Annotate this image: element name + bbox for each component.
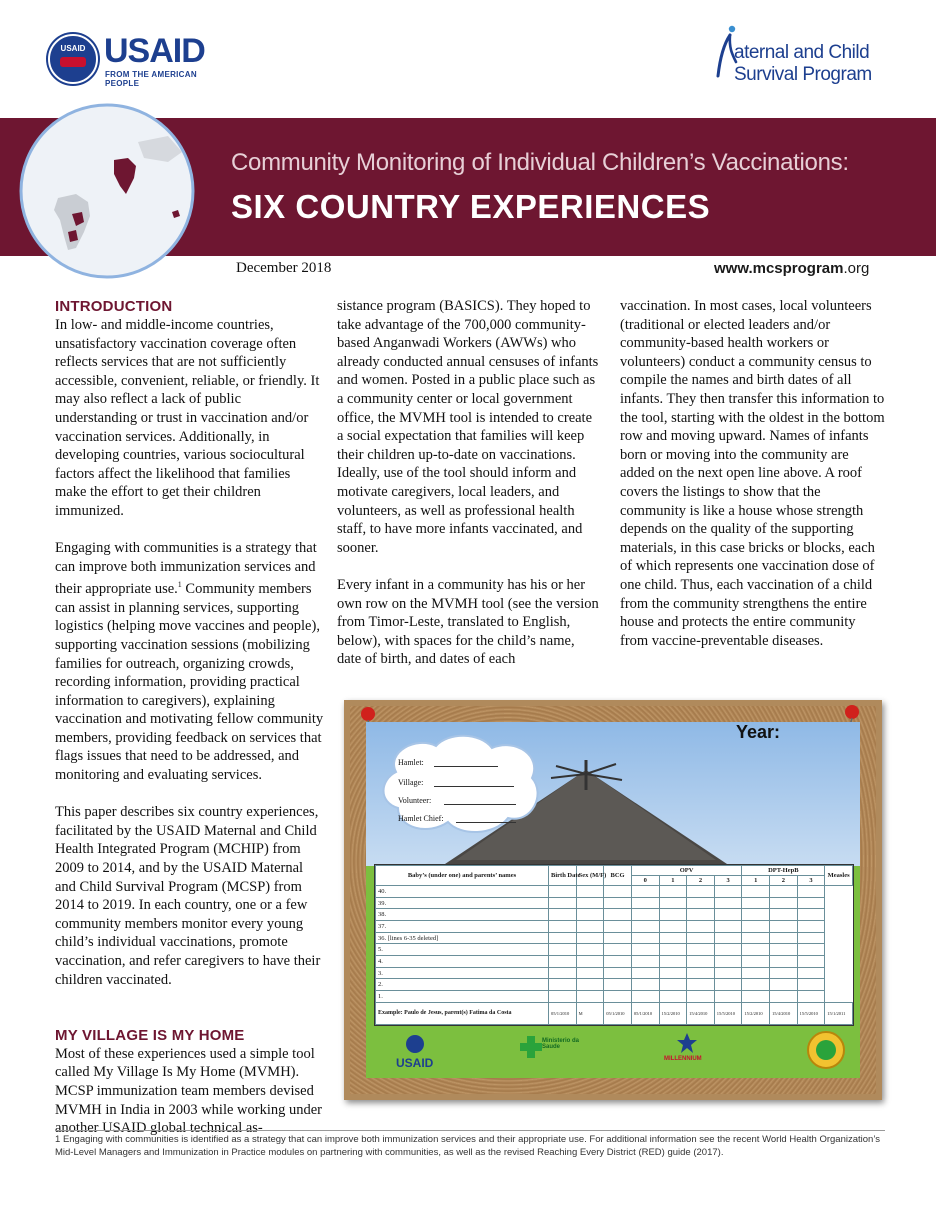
table-cell xyxy=(659,897,687,909)
website-tld: .org xyxy=(843,260,870,277)
star-icon xyxy=(676,1032,698,1054)
table-cell xyxy=(659,921,687,933)
row-label: 5. xyxy=(376,944,549,956)
table-cell xyxy=(797,991,825,1003)
table-cell xyxy=(576,897,604,909)
village-paragraph-1-part2: sistance program (BASICS). They hoped to take advantage of the 700,000 community-based Anganwadi Workers (AWWs) who already conducted annual censuses of infants and women. Posted in a public place such as a community center or local government office, the MVMH tool is intended to create a social expectation that families will keep their children up-to-date on vaccinations. Ideally, use of the tool should inform and motivate caregivers, local leaders, and volunteers, as well as professional health staff, to have more infants vaccinated, and sooner. xyxy=(337,298,599,556)
table-cell xyxy=(576,886,604,898)
cloud-field-hamlet: Hamlet: xyxy=(398,758,424,767)
mvmh-poster xyxy=(366,722,860,1078)
village-heading: MY VILLAGE IS MY HOME xyxy=(55,1026,245,1044)
example-row xyxy=(376,1002,853,1024)
table-row xyxy=(376,956,853,968)
example-date-cell: 15/2/2010 xyxy=(659,1002,687,1024)
header-birth-date: Birth Date xyxy=(549,866,577,886)
website-link[interactable] xyxy=(714,260,869,277)
mcsp-name-line2: Survival Program xyxy=(734,64,872,85)
table-cell xyxy=(576,991,604,1003)
table-cell xyxy=(742,944,770,956)
header-opv: OPV xyxy=(631,866,742,876)
table-cell xyxy=(604,979,632,991)
footnote-text: Engaging with communities is identified as a strategy that can improve both immunization services and their appropriate use. For additional information see the recent World Health Organization’s Mid-Level Managers and Immunization in Practice modules on partnering with communities, as well as the revised Reaching Every District (RED) guide (2017). xyxy=(55,1134,881,1158)
intro-paragraph-3: This paper describes six country experiences, facilitated by the USAID Maternal and Child Health Integrated Program (MCHIP) from 2009 to 2014, and by the USAID Maternal and Child Survival Program (MCSP) from 2014 to 2019. In each country, one or a few community members monitor every young child’s individual vaccinations, promote vaccination, and refer caregivers to have their children vaccinated. xyxy=(55,804,321,988)
footnote-ref: 1 xyxy=(177,580,182,590)
column-1 xyxy=(55,297,325,1156)
row-label: 3. xyxy=(376,967,549,979)
table-cell xyxy=(714,944,742,956)
example-date-cell: 15/5/2010 xyxy=(797,1002,825,1024)
header-dpt-hepb: DPT-HepB xyxy=(742,866,825,876)
intro-paragraph-1: In low- and middle-income countries, unsatisfactory vaccination coverage often reflects services that are not sufficiently accessible, convenient, reliable, or friendly. It may also reflect a lack of public understanding or trust in vaccination and/or vaccination services. Additionally, in developing countries, various sociocultural factors affect the likelihood that families make the effort to get their children immunized. xyxy=(55,317,320,519)
table-cell xyxy=(770,909,798,921)
header-bcg: BCG xyxy=(604,866,632,886)
poster-cloud xyxy=(376,732,546,840)
table-cell xyxy=(714,897,742,909)
intro-paragraph-2 xyxy=(55,539,325,785)
footnote-number: 1 xyxy=(55,1134,61,1145)
table-cell xyxy=(742,979,770,991)
table-cell xyxy=(742,956,770,968)
table-cell xyxy=(742,921,770,933)
table-cell xyxy=(659,886,687,898)
example-name-cell: Example: Paulo de Jesus, parent(s) Fatima da Costa xyxy=(376,1002,549,1024)
table-cell xyxy=(714,967,742,979)
table-cell xyxy=(631,991,659,1003)
table-cell xyxy=(742,932,770,944)
table-cell xyxy=(687,956,715,968)
row-label: 39. xyxy=(376,897,549,909)
table-cell xyxy=(797,944,825,956)
row-label: 40. xyxy=(376,886,549,898)
document-title: SIX COUNTRY EXPERIENCES xyxy=(231,188,711,225)
vaccination-rows xyxy=(376,886,853,1025)
example-date-cell: 15/2/2010 xyxy=(742,1002,770,1024)
column-3 xyxy=(620,297,886,669)
table-cell xyxy=(687,909,715,921)
round-seal-icon xyxy=(806,1030,846,1070)
table-cell xyxy=(631,921,659,933)
table-cell xyxy=(742,886,770,898)
table-cell xyxy=(797,886,825,898)
table-cell xyxy=(604,956,632,968)
table-row xyxy=(376,932,853,944)
table-cell xyxy=(742,991,770,1003)
table-cell xyxy=(604,991,632,1003)
table-cell xyxy=(549,897,577,909)
column-2 xyxy=(337,297,602,687)
intro-paragraph-2-start: Engaging with communities is a strategy that can improve both immunization services and their appropriate use. xyxy=(55,540,317,598)
table-cell xyxy=(770,956,798,968)
table-cell xyxy=(576,932,604,944)
table-cell xyxy=(687,921,715,933)
table-cell xyxy=(549,932,577,944)
table-cell xyxy=(714,979,742,991)
publication-date: December 2018 xyxy=(236,260,332,276)
handshake-icon xyxy=(60,57,86,67)
table-cell xyxy=(604,967,632,979)
millennium-logo-text: MILLENNIUM xyxy=(664,1056,702,1062)
vaccination-table xyxy=(374,864,854,1026)
table-cell xyxy=(659,909,687,921)
table-row xyxy=(376,991,853,1003)
table-cell xyxy=(549,886,577,898)
table-cell xyxy=(770,921,798,933)
example-date-cell: 15/5/2010 xyxy=(714,1002,742,1024)
table-cell xyxy=(714,886,742,898)
intro-paragraph-2-end: Community members can assist in planning services, supporting logistics (helping move vaccines and people), supporting vaccination sessions (mobilizing families for outreach, organizing crowds, recording information, providing practical information to caregivers), explaining vaccination and motivating fellow community members, providing feedback on services that flags issues that need to be addressed, and monitoring and evaluating services. xyxy=(55,581,324,784)
website-domain: www.mcsprogram xyxy=(714,260,844,277)
table-row xyxy=(376,921,853,933)
table-cell xyxy=(604,932,632,944)
table-cell xyxy=(659,932,687,944)
table-cell xyxy=(631,979,659,991)
table-cell xyxy=(687,979,715,991)
row-label: 2. xyxy=(376,979,549,991)
table-cell xyxy=(604,944,632,956)
table-cell xyxy=(797,979,825,991)
cloud-line xyxy=(434,786,514,787)
village-paragraph-1-part1: Most of these experiences used a simple tool called My Village Is My Home (MVMH). MCSP immunization team members devised MVMH in India in 2003 while working under another USAID global technical as- xyxy=(55,1045,323,1137)
mcsp-name-line1: aternal and Child xyxy=(734,42,870,63)
table-cell xyxy=(742,897,770,909)
table-cell xyxy=(549,956,577,968)
table-cell xyxy=(742,967,770,979)
table-cell xyxy=(549,921,577,933)
table-cell xyxy=(687,967,715,979)
table-cell xyxy=(687,944,715,956)
table-cell xyxy=(549,979,577,991)
table-cell xyxy=(797,897,825,909)
table-cell xyxy=(687,932,715,944)
table-cell xyxy=(576,956,604,968)
table-cell xyxy=(714,909,742,921)
header-names: Baby’s (under one) and parents’ names xyxy=(376,866,549,886)
table-cell xyxy=(797,921,825,933)
table-cell xyxy=(549,909,577,921)
table-row xyxy=(376,944,853,956)
cloud-line xyxy=(456,822,516,823)
table-cell xyxy=(576,944,604,956)
table-cell xyxy=(742,909,770,921)
table-cell xyxy=(576,909,604,921)
table-cell xyxy=(770,967,798,979)
row-label: 36. [lines 6-35 deleted] xyxy=(376,932,549,944)
table-row xyxy=(376,979,853,991)
table-cell xyxy=(770,944,798,956)
dpt-dose-3: 3 xyxy=(797,876,825,886)
table-cell xyxy=(549,967,577,979)
cloud-line xyxy=(434,766,498,767)
village-paragraph-2-part2: vaccination. In most cases, local volunteers (traditional or elected leaders and/or community-based health workers or volunteers) conduct a community census to compile the names and birth dates of all infants. They then transfer this information to the tool, starting with the oldest in the bottom row and moving upward. Names of infants born or moving into the community are added on the next open line above. A roof covers the listings to show that the community is like a house whose strength depends on the quality of the supporting materials, in this case bricks or blocks, each of which represents one vaccination dose of one child. Thus, each vaccination of a child from the community strengthens the entire house and protects the entire community from vaccine-preventable diseases. xyxy=(620,298,885,649)
table-cell xyxy=(659,967,687,979)
example-date-cell: 15/1/2011 xyxy=(825,1002,853,1024)
example-date-cell: 05/1/2010 xyxy=(604,1002,632,1024)
opv-dose-3: 3 xyxy=(714,876,742,886)
footnote xyxy=(55,1134,885,1159)
table-cell xyxy=(631,967,659,979)
cloud-line xyxy=(444,804,516,805)
cloud-field-hamlet-chief: Hamlet Chief: xyxy=(398,814,444,823)
table-cell xyxy=(631,897,659,909)
usaid-logo xyxy=(48,32,228,88)
table-cell xyxy=(714,932,742,944)
table-cell xyxy=(797,932,825,944)
table-cell xyxy=(714,956,742,968)
table-cell xyxy=(687,897,715,909)
table-cell xyxy=(770,932,798,944)
usaid-tagline: FROM THE AMERICAN PEOPLE xyxy=(105,70,197,88)
ministry-logo-text: Ministerio da Saude xyxy=(542,1038,580,1050)
table-cell xyxy=(549,944,577,956)
usaid-seal-text: USAID xyxy=(60,44,86,53)
table-cell xyxy=(770,886,798,898)
table-cell xyxy=(797,967,825,979)
header-measles: Measles xyxy=(825,866,853,886)
table-cell xyxy=(797,956,825,968)
example-date-cell: 05/1/2010 xyxy=(549,1002,577,1024)
table-cell xyxy=(631,886,659,898)
row-label: 1. xyxy=(376,991,549,1003)
row-label: 37. xyxy=(376,921,549,933)
row-label: 38. xyxy=(376,909,549,921)
table-cell xyxy=(576,921,604,933)
table-row xyxy=(376,909,853,921)
table-cell xyxy=(631,944,659,956)
table-cell xyxy=(576,979,604,991)
globe-icon xyxy=(18,102,196,280)
table-cell xyxy=(797,909,825,921)
table-cell xyxy=(687,886,715,898)
opv-dose-2: 2 xyxy=(687,876,715,886)
row-label: 4. xyxy=(376,956,549,968)
example-date-cell: M xyxy=(576,1002,604,1024)
table-row xyxy=(376,967,853,979)
cloud-field-volunteer: Volunteer: xyxy=(398,796,432,805)
dpt-dose-2: 2 xyxy=(770,876,798,886)
table-cell xyxy=(549,991,577,1003)
table-cell xyxy=(604,921,632,933)
opv-dose-1: 1 xyxy=(659,876,687,886)
table-cell xyxy=(714,921,742,933)
example-date-cell: 15/4/2010 xyxy=(687,1002,715,1024)
mcsp-logo xyxy=(716,24,906,90)
table-cell xyxy=(631,932,659,944)
usaid-seal-icon xyxy=(48,34,98,84)
usaid-wordmark: USAID xyxy=(104,32,205,70)
table-cell xyxy=(770,979,798,991)
cloud-field-village: Village: xyxy=(398,778,424,787)
table-cell xyxy=(576,967,604,979)
table-cell xyxy=(659,991,687,1003)
dpt-dose-1: 1 xyxy=(742,876,770,886)
health-cross-icon xyxy=(518,1034,544,1060)
table-cell xyxy=(604,909,632,921)
footnote-divider xyxy=(55,1130,885,1131)
table-cell xyxy=(659,944,687,956)
header-sex: Sex (M/F) xyxy=(576,866,604,886)
example-date-cell: 15/4/2010 xyxy=(770,1002,798,1024)
table-cell xyxy=(770,991,798,1003)
poster-footer-logos xyxy=(366,1026,860,1078)
table-cell xyxy=(770,897,798,909)
table-cell xyxy=(631,956,659,968)
table-cell xyxy=(604,897,632,909)
table-cell xyxy=(631,909,659,921)
opv-dose-0: 0 xyxy=(631,876,659,886)
table-cell xyxy=(604,886,632,898)
table-cell xyxy=(659,956,687,968)
table-row xyxy=(376,886,853,898)
village-paragraph-2-part1: Every infant in a community has his or her own row on the MVMH tool (see the version from Timor-Leste, translated to English, below), with spaces for the child’s name, date of birth, and dates of each xyxy=(337,576,599,668)
table-cell xyxy=(687,991,715,1003)
document-subtitle: Community Monitoring of Individual Children’s Vaccinations: xyxy=(231,149,849,176)
usaid-seal-icon xyxy=(404,1034,426,1054)
table-row xyxy=(376,897,853,909)
table-cell xyxy=(714,991,742,1003)
intro-heading: INTRODUCTION xyxy=(55,298,173,315)
example-date-cell: 05/1/2010 xyxy=(631,1002,659,1024)
mvmh-poster-image xyxy=(344,700,882,1100)
poster-year-label: Year: xyxy=(736,722,781,742)
table-cell xyxy=(659,979,687,991)
poster-usaid-logo: USAID xyxy=(396,1056,434,1070)
